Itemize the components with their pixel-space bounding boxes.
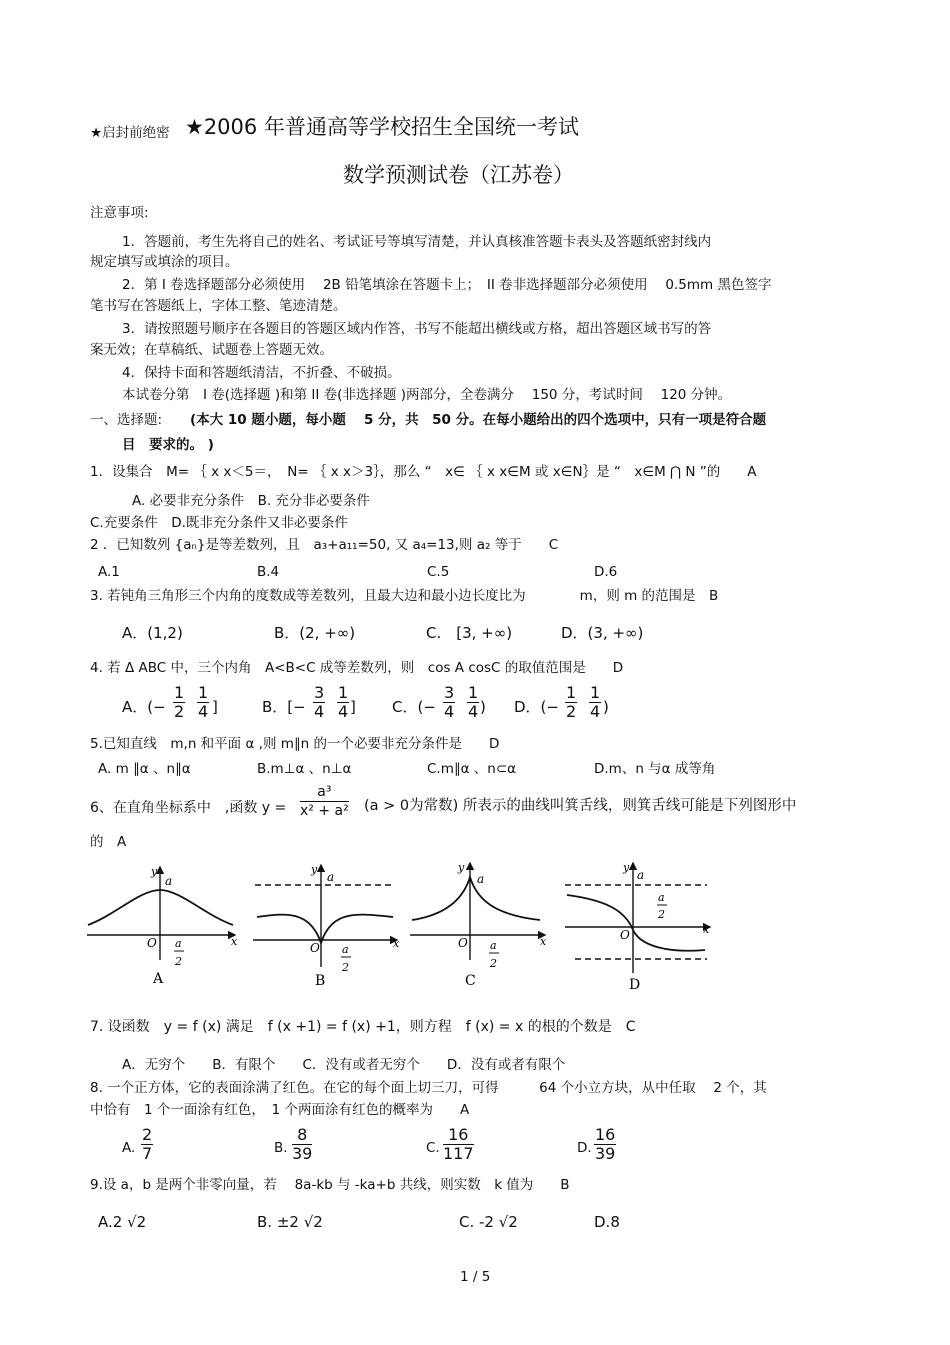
graph-b-x: x: [393, 937, 400, 950]
q9-option-c: C. -2 √2: [459, 1213, 518, 1231]
note-2b: 笔书写在答题纸上，字体工整、笔迹清楚。: [90, 298, 347, 314]
q5-option-c: C.m∥α 、n⊂α: [427, 761, 517, 777]
q8-stem-a: 8. 一个正方体，它的表面涂满了红色。在它的每个面上切三刀，可得 64 个小立方块，从中任取 2 个，其: [90, 1080, 767, 1096]
graph-b: [253, 865, 397, 967]
q3-option-c: C. [3, +∞): [426, 624, 513, 642]
q6-fraction: $\frac{\text{a³}}{\text{x² + a²}}$: [300, 784, 349, 819]
section-title-b: (本大 10 题小题，每小题 5 分，共 50 分。在每小题给出的四个选项中，只有一项是符合题: [190, 412, 767, 428]
q4-a-close: ]: [212, 698, 218, 716]
graph-a-half-a: a: [175, 937, 182, 950]
graph-c-y: y: [458, 861, 465, 874]
note-1b: 规定填写或填涂的项目。: [90, 254, 239, 270]
page-number: 1 / 5: [460, 1269, 491, 1285]
graph-a-a: a: [165, 874, 173, 888]
note-3a: 3．请按照题号顺序在各题目的答题区域内作答，书写不能超出横线或方格，超出答题区域书写的答: [122, 321, 712, 337]
q1-options-ab: A. 必要非充分条件 B. 充分非必要条件: [132, 493, 370, 509]
note-4: 4．保持卡面和答题纸清洁，不折叠、不破损。: [122, 365, 401, 381]
q8-option-d: D.: [577, 1140, 592, 1156]
graph-a-o: O: [147, 936, 157, 950]
note-5: 本试卷分第 I 卷(选择题 )和第 II 卷(非选择题 )两部分，全卷满分 150 分，考试时间 120 分钟。: [122, 387, 732, 403]
graph-b-half-a: a: [342, 943, 349, 956]
graph-label-c: C: [465, 973, 476, 989]
section-title-a: 一、选择题:: [90, 412, 176, 428]
q5-option-b: B.m⊥α 、n⊥α: [257, 761, 352, 777]
q5-option-a: A. m ∥α 、n∥α: [98, 761, 191, 777]
q2-option-c: C.5: [427, 564, 450, 580]
q4-b-frac2: $\frac{1}{4}$: [338, 683, 349, 721]
q7-stem: 7. 设函数 y = f (x) 满足 f (x +1) = f (x) +1，则方程 f (x) = x 的根的个数是 C: [90, 1019, 636, 1035]
q2-stem: 2 ．已知数列 {aₙ}是等差数列，且 a₃+a₁₁=50, 又 a₄=13,则 a₂ 等于 C: [90, 537, 559, 553]
q2-option-d: D.6: [594, 564, 618, 580]
q8-option-a: A.: [122, 1140, 136, 1156]
q4-option-b: B．[−: [262, 698, 306, 716]
q4-option-a: A．(−: [122, 698, 166, 716]
secret-mark: ★启封前绝密: [90, 125, 170, 141]
q8-a-frac: $\frac{2}{7}$: [142, 1125, 153, 1163]
graph-d-y: y: [623, 861, 630, 874]
q4-stem: 4. 若 Δ ABC 中，三个内角 A<B<C 成等差数列，则 cos A cosC 的取值范围是 D: [90, 660, 624, 676]
note-3b: 案无效；在草稿纸、试题卷上答题无效。: [90, 342, 333, 358]
q9-stem: 9.设 a，b 是两个非零向量，若 8a-kb 与 -ka+b 共线，则实数 k 值为 B: [90, 1177, 570, 1193]
graph-b-y: y: [311, 863, 318, 876]
graph-a-y: y: [151, 865, 158, 878]
graph-label-a: A: [153, 971, 164, 987]
q4-c-close: ): [480, 698, 486, 716]
q8-d-frac: $\frac{16}{39}$: [595, 1125, 616, 1163]
q7-options: A．无穷个 B．有限个 C．没有或者无穷个 D．没有或者有限个: [122, 1057, 566, 1073]
graph-d-x: x: [703, 923, 710, 936]
note-2a: 2．第 I 卷选择题部分必须使用 2B 铅笔填涂在答题卡上； II 卷非选择题部分必须使用 0.5mm 黑色签字: [122, 277, 772, 293]
q3-option-a: A．(1,2): [122, 624, 183, 642]
graph-a-x: x: [231, 935, 238, 948]
q4-c-frac2: $\frac{1}{4}$: [468, 683, 479, 721]
q9-option-d: D.8: [594, 1213, 620, 1231]
graph-d-half-a: a: [658, 891, 665, 904]
q9-option-a: A.2 √2: [98, 1213, 147, 1231]
graph-c-x: x: [540, 935, 547, 948]
q4-d-frac2: $\frac{1}{4}$: [590, 683, 601, 721]
q8-c-frac: $\frac{16}{117}$: [443, 1125, 474, 1163]
q4-d-close: ): [603, 698, 609, 716]
q5-stem: 5.已知直线 m,n 和平面 α ,则 m∥n 的一个必要非充分条件是 D: [90, 736, 500, 752]
graph-d-half-2: 2: [658, 908, 665, 921]
q4-a-frac2: $\frac{1}{4}$: [198, 683, 209, 721]
q6-graphs: [85, 855, 715, 1000]
q8-option-c: C.: [426, 1140, 440, 1156]
exam-title: ★2006 年普通高等学校招生全国统一考试: [185, 115, 579, 139]
notes-heading: 注意事项:: [90, 205, 149, 221]
q6-stem-a: 6、在直角坐标系中 ,函数 y =: [90, 800, 287, 816]
q2-option-b: B.4: [257, 564, 280, 580]
graph-b-o: O: [310, 941, 320, 955]
section-title-c: 目 要求的。 ): [122, 437, 214, 453]
q4-b-frac1: $\frac{3}{4}$: [314, 683, 325, 721]
q3-option-b: B．(2, +∞): [274, 624, 356, 642]
q3-option-d: D．(3, +∞): [561, 624, 644, 642]
q9-option-b: B. ±2 √2: [257, 1213, 323, 1231]
q8-b-frac: $\frac{8}{39}$: [292, 1125, 313, 1163]
q1-options-cd: C.充要条件 D.既非充分条件又非必要条件: [90, 515, 348, 531]
exam-subtitle: 数学预测试卷（江苏卷）: [343, 163, 574, 187]
graph-b-half-2: 2: [342, 961, 349, 974]
q8-stem-b: 中恰有 1 个一面涂有红色， 1 个两面涂有红色的概率为 A: [90, 1102, 470, 1118]
q1-stem: 1．设集合 M= ｛ x x＜5＝， N= ｛ x x＞3｝，那么 “ x∈ ｛ x x∈M 或 x∈N｝是 “ x∈M ⋂ N ”的 A: [90, 464, 757, 480]
graph-a-half-2: 2: [175, 955, 182, 968]
q3-stem: 3. 若钝角三角形三个内角的度数成等差数列，且最大边和最小边长度比为 m，则 m 的范围是 B: [90, 588, 719, 604]
graph-label-b: B: [315, 973, 326, 989]
graph-c-a: a: [477, 872, 485, 886]
q4-option-d: D．(−: [514, 698, 559, 716]
graph-d-a: a: [637, 868, 645, 882]
graph-c-o: O: [458, 936, 468, 950]
q6-stem-c: 的 A: [90, 834, 127, 850]
q4-a-frac1: $\frac{1}{2}$: [174, 683, 185, 721]
graph-b-a: a: [327, 870, 335, 884]
graph-label-d: D: [629, 977, 641, 993]
graph-d-o: O: [620, 928, 630, 942]
graph-a: [87, 867, 235, 960]
q8-option-b: B.: [274, 1140, 288, 1156]
q4-b-close: ]: [350, 698, 356, 716]
q2-option-a: A.1: [98, 564, 120, 580]
graph-c-half-a: a: [490, 939, 497, 952]
note-1a: 1．答题前，考生先将自己的姓名、考试证号等填写清楚，并认真核准答题卡表头及答题纸密封线内: [122, 234, 712, 250]
q6-stem-b: (a > 0为常数) 所表示的曲线叫箕舌线，则箕舌线可能是下列图形中: [364, 798, 797, 814]
q4-c-frac1: $\frac{3}{4}$: [444, 683, 455, 721]
graph-c-half-2: 2: [490, 957, 497, 970]
q4-option-c: C．(−: [392, 698, 436, 716]
q5-option-d: D.m、n 与α 成等角: [594, 761, 716, 777]
q4-d-frac1: $\frac{1}{2}$: [566, 683, 577, 721]
